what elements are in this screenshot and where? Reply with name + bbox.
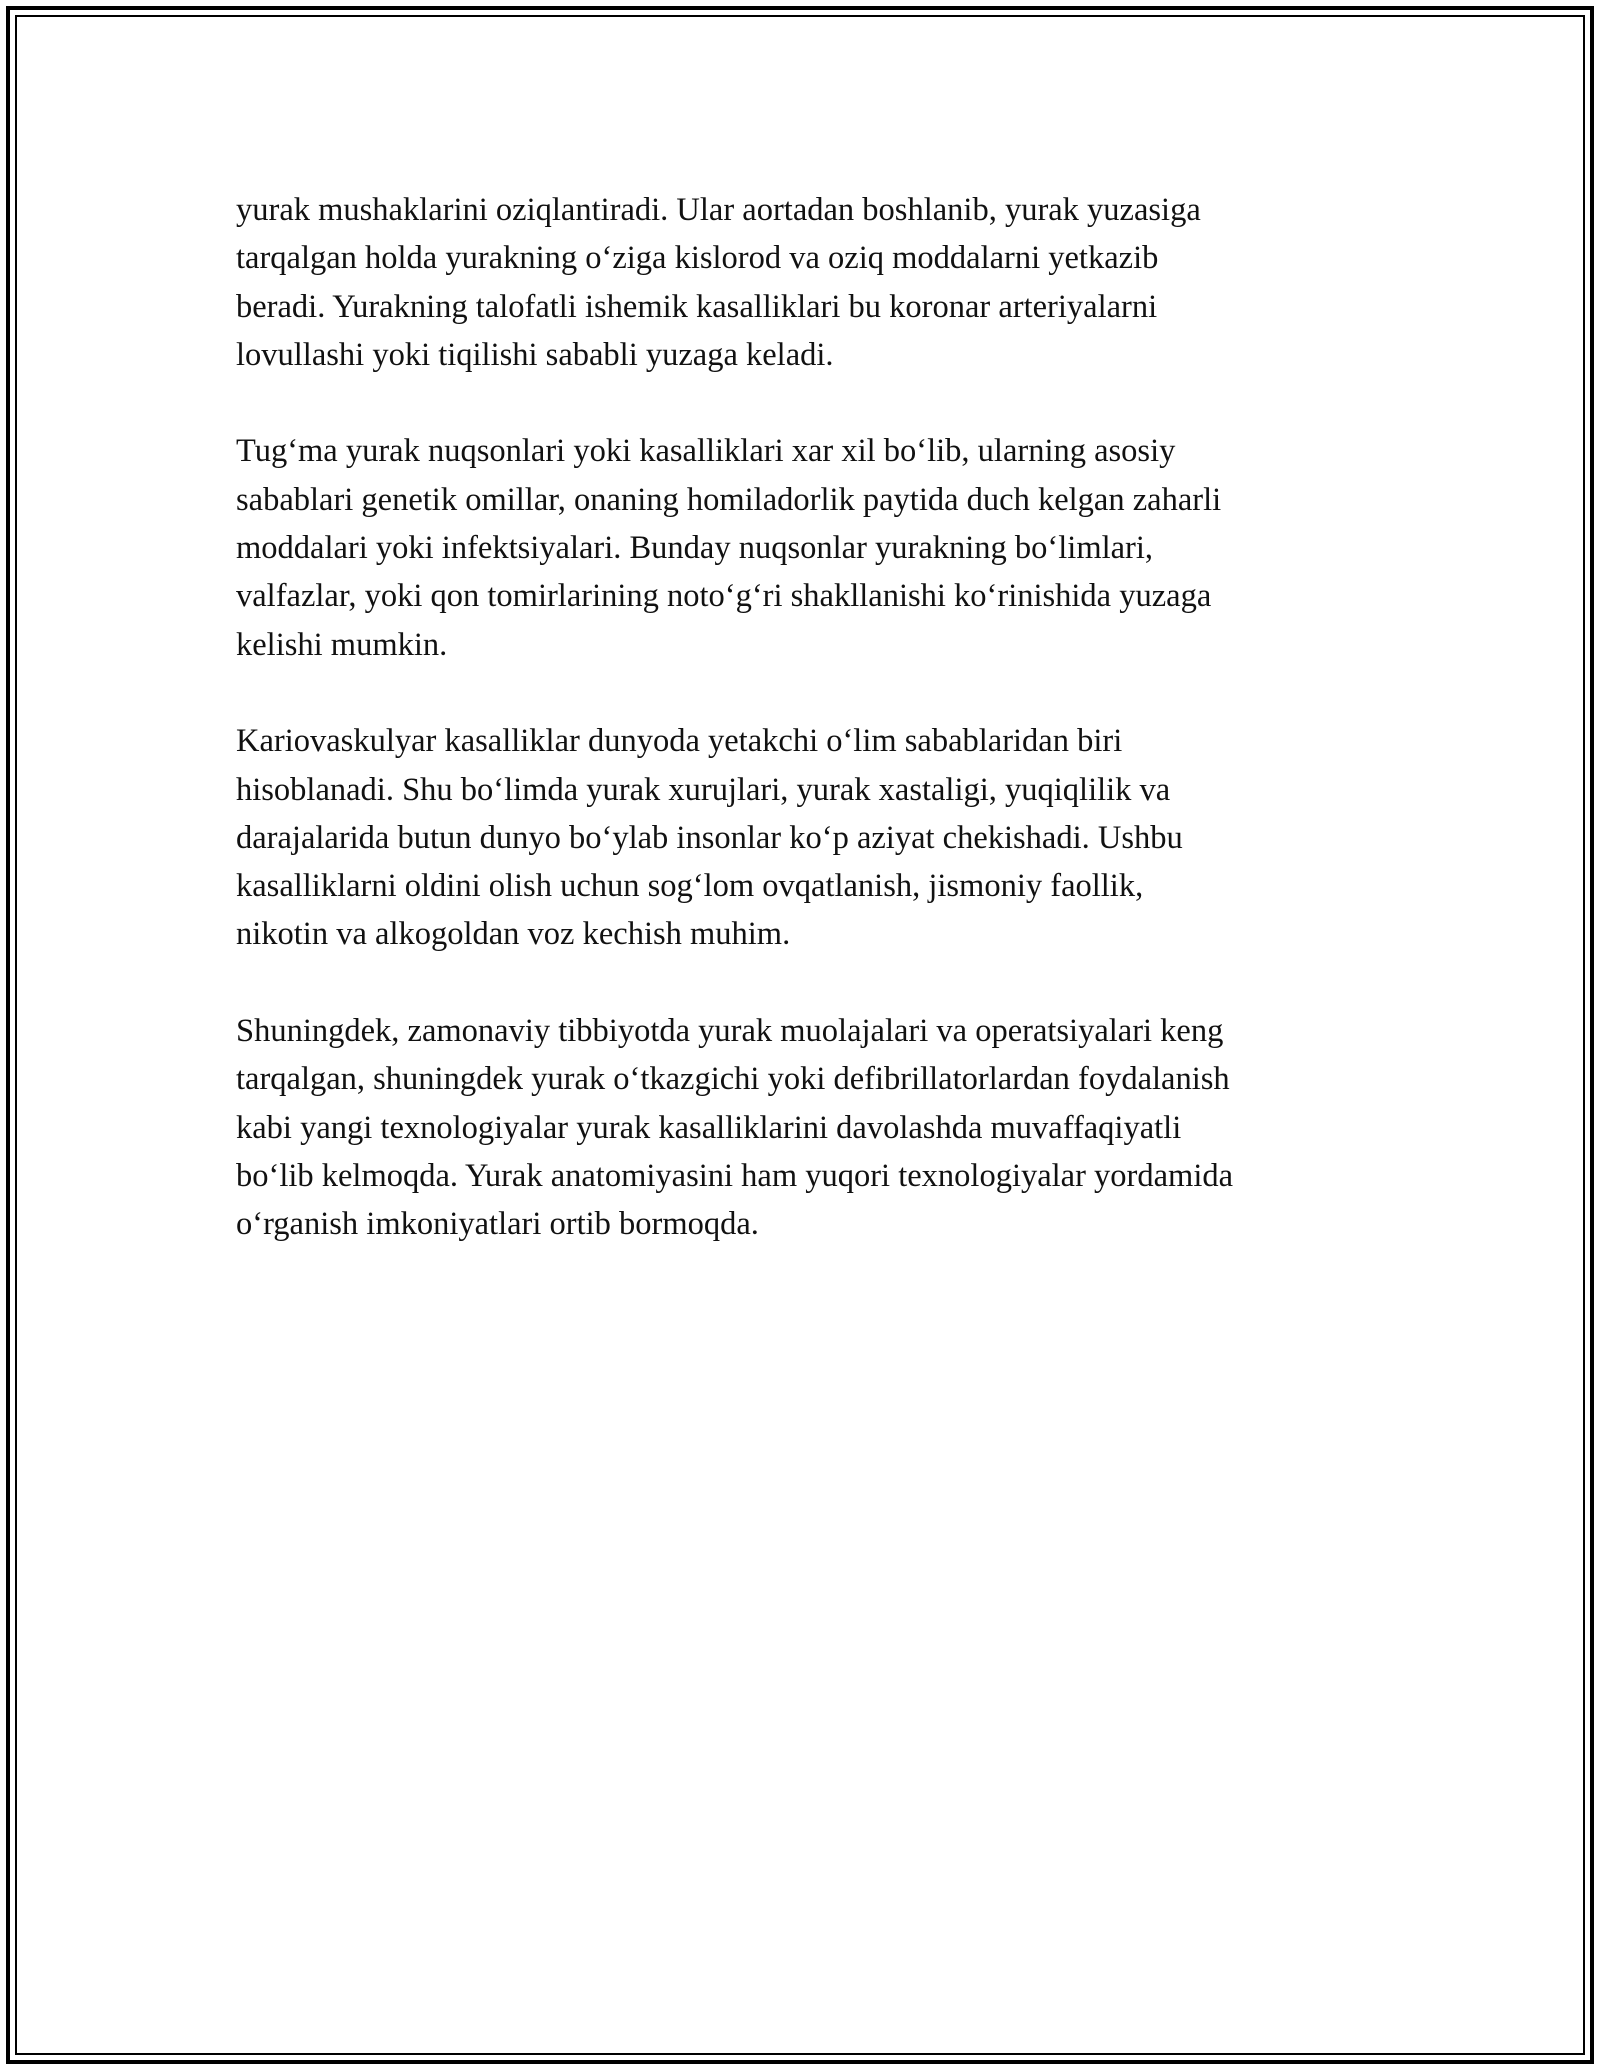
text-line: tarqalgan holda yurakning o‘ziga kislorod va oziq moddalarni yetkazib bbox=[236, 240, 1159, 277]
text-line: kabi yangi texnologiyalar yurak kasalliklarini davolashda muvaffaqiyatli bbox=[236, 1109, 1182, 1146]
text-line: valfazlar, yoki qon tomirlarining noto‘g‘ri shakllanishi ko‘rinishida yuzaga bbox=[236, 578, 1212, 615]
text-line: kasalliklarni oldini olish uchun sog‘lom ovqatlanish, jismoniy faollik, bbox=[236, 868, 1144, 905]
text-line: Kariovaskulyar kasalliklar dunyoda yetakchi o‘lim sabablaridan biri bbox=[236, 723, 1123, 760]
text-line: lovullashi yoki tiqilishi sababli yuzaga keladi. bbox=[236, 336, 834, 373]
text-line: bo‘lib kelmoqda. Yurak anatomiyasini ham yuqori texnologiyalar yordamida bbox=[236, 1157, 1234, 1194]
paragraph-1 bbox=[236, 186, 1376, 379]
text-line: darajalarida butun dunyo bo‘ylab insonlar ko‘p aziyat chekishadi. Ushbu bbox=[236, 819, 1183, 856]
paragraph-2 bbox=[236, 427, 1376, 668]
text-line: moddalari yoki infektsiyalari. Bunday nuqsonlar yurakning bo‘limlari, bbox=[236, 530, 1154, 567]
text-line: yurak mushaklarini oziqlantiradi. Ular aortadan boshlanib, yurak yuzasiga bbox=[236, 192, 1201, 228]
paragraph-3 bbox=[236, 717, 1376, 958]
text-line: tarqalgan, shuningdek yurak o‘tkazgichi yoki defibrillatorlardan foydalanish bbox=[236, 1061, 1230, 1098]
text-line: kelishi mumkin. bbox=[236, 626, 448, 663]
paragraph-4 bbox=[236, 1007, 1376, 1248]
text-line: Shuningdek, zamonaviy tibbiyotda yurak muolajalari va operatsiyalari keng bbox=[236, 1013, 1224, 1050]
text-line: Tug‘ma yurak nuqsonlari yoki kasalliklari xar xil bo‘lib, ularning asosiy bbox=[236, 433, 1176, 470]
text-line: sabablari genetik omillar, onaning homiladorlik paytida duch kelgan zaharli bbox=[236, 481, 1222, 518]
text-line: beradi. Yurakning talofatli ishemik kasalliklari bu koronar arteriyalarni bbox=[236, 288, 1158, 325]
text-line: o‘rganish imkoniyatlari ortib bormoqda. bbox=[236, 1206, 759, 1243]
text-line: hisoblanadi. Shu bo‘limda yurak xurujlari, yurak xastaligi, yuqiqlilik va bbox=[236, 771, 1171, 808]
text-line: nikotin va alkogoldan voz kechish muhim. bbox=[236, 916, 791, 953]
document-body bbox=[236, 186, 1376, 1297]
